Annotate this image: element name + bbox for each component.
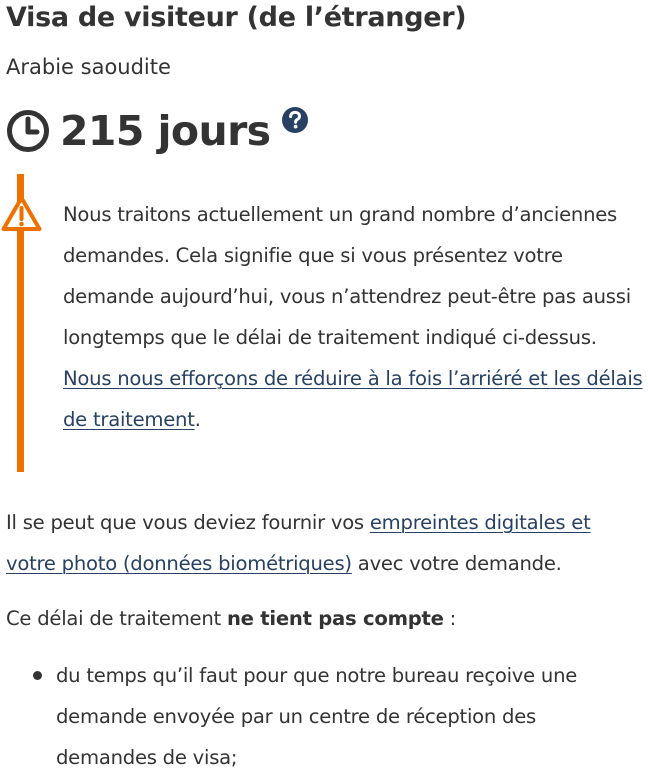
- biometrics-text-end: avec votre demande.: [351, 552, 562, 575]
- alert-message: [63, 194, 648, 440]
- alert-text-end: .: [194, 408, 201, 431]
- bullet-icon: [33, 671, 42, 680]
- processing-time: [6, 103, 309, 159]
- question-circle-icon[interactable]: [281, 106, 309, 134]
- exclusions-list: [0, 655, 640, 778]
- warning-triangle-icon: [1, 195, 42, 232]
- backlog-link[interactable]: Nous nous efforçons de réduire à la fois l’arriéré et les délais de traitement: [63, 367, 643, 431]
- biometrics-link[interactable]: empreintes digitales et votre photo (données biométriques): [6, 511, 591, 575]
- alert-text: Nous traitons actuellement un grand nombre d’anciennes demandes. Cela signifie que si vous présentez votre demande aujourd’hui, vous n’attendrez peut-être pas aussi longtemps que le délai de traitement indiqué ci-dessus.: [63, 203, 631, 349]
- page-title: Visa de visiteur (de l’étranger): [6, 2, 467, 33]
- clock-icon: [6, 109, 50, 153]
- processing-time-value: 215 jours: [60, 107, 271, 155]
- exclusions-intro: [6, 598, 646, 639]
- exclusions-intro-text: Ce délai de traitement: [6, 607, 227, 630]
- list-item-text: du temps qu’il faut pour que notre bureau reçoive une demande envoyée par un centre de réception des demandes de visa;: [56, 664, 578, 769]
- exclusions-intro-colon: :: [443, 607, 457, 630]
- exclusions-intro-bold: ne tient pas compte: [226, 607, 444, 630]
- biometrics-paragraph: [6, 502, 646, 584]
- biometrics-text: Il se peut que vous deviez fournir vos: [6, 511, 370, 534]
- list-item: [0, 655, 640, 778]
- warning-alert: [0, 174, 648, 472]
- country-label: Arabie saoudite: [6, 55, 171, 79]
